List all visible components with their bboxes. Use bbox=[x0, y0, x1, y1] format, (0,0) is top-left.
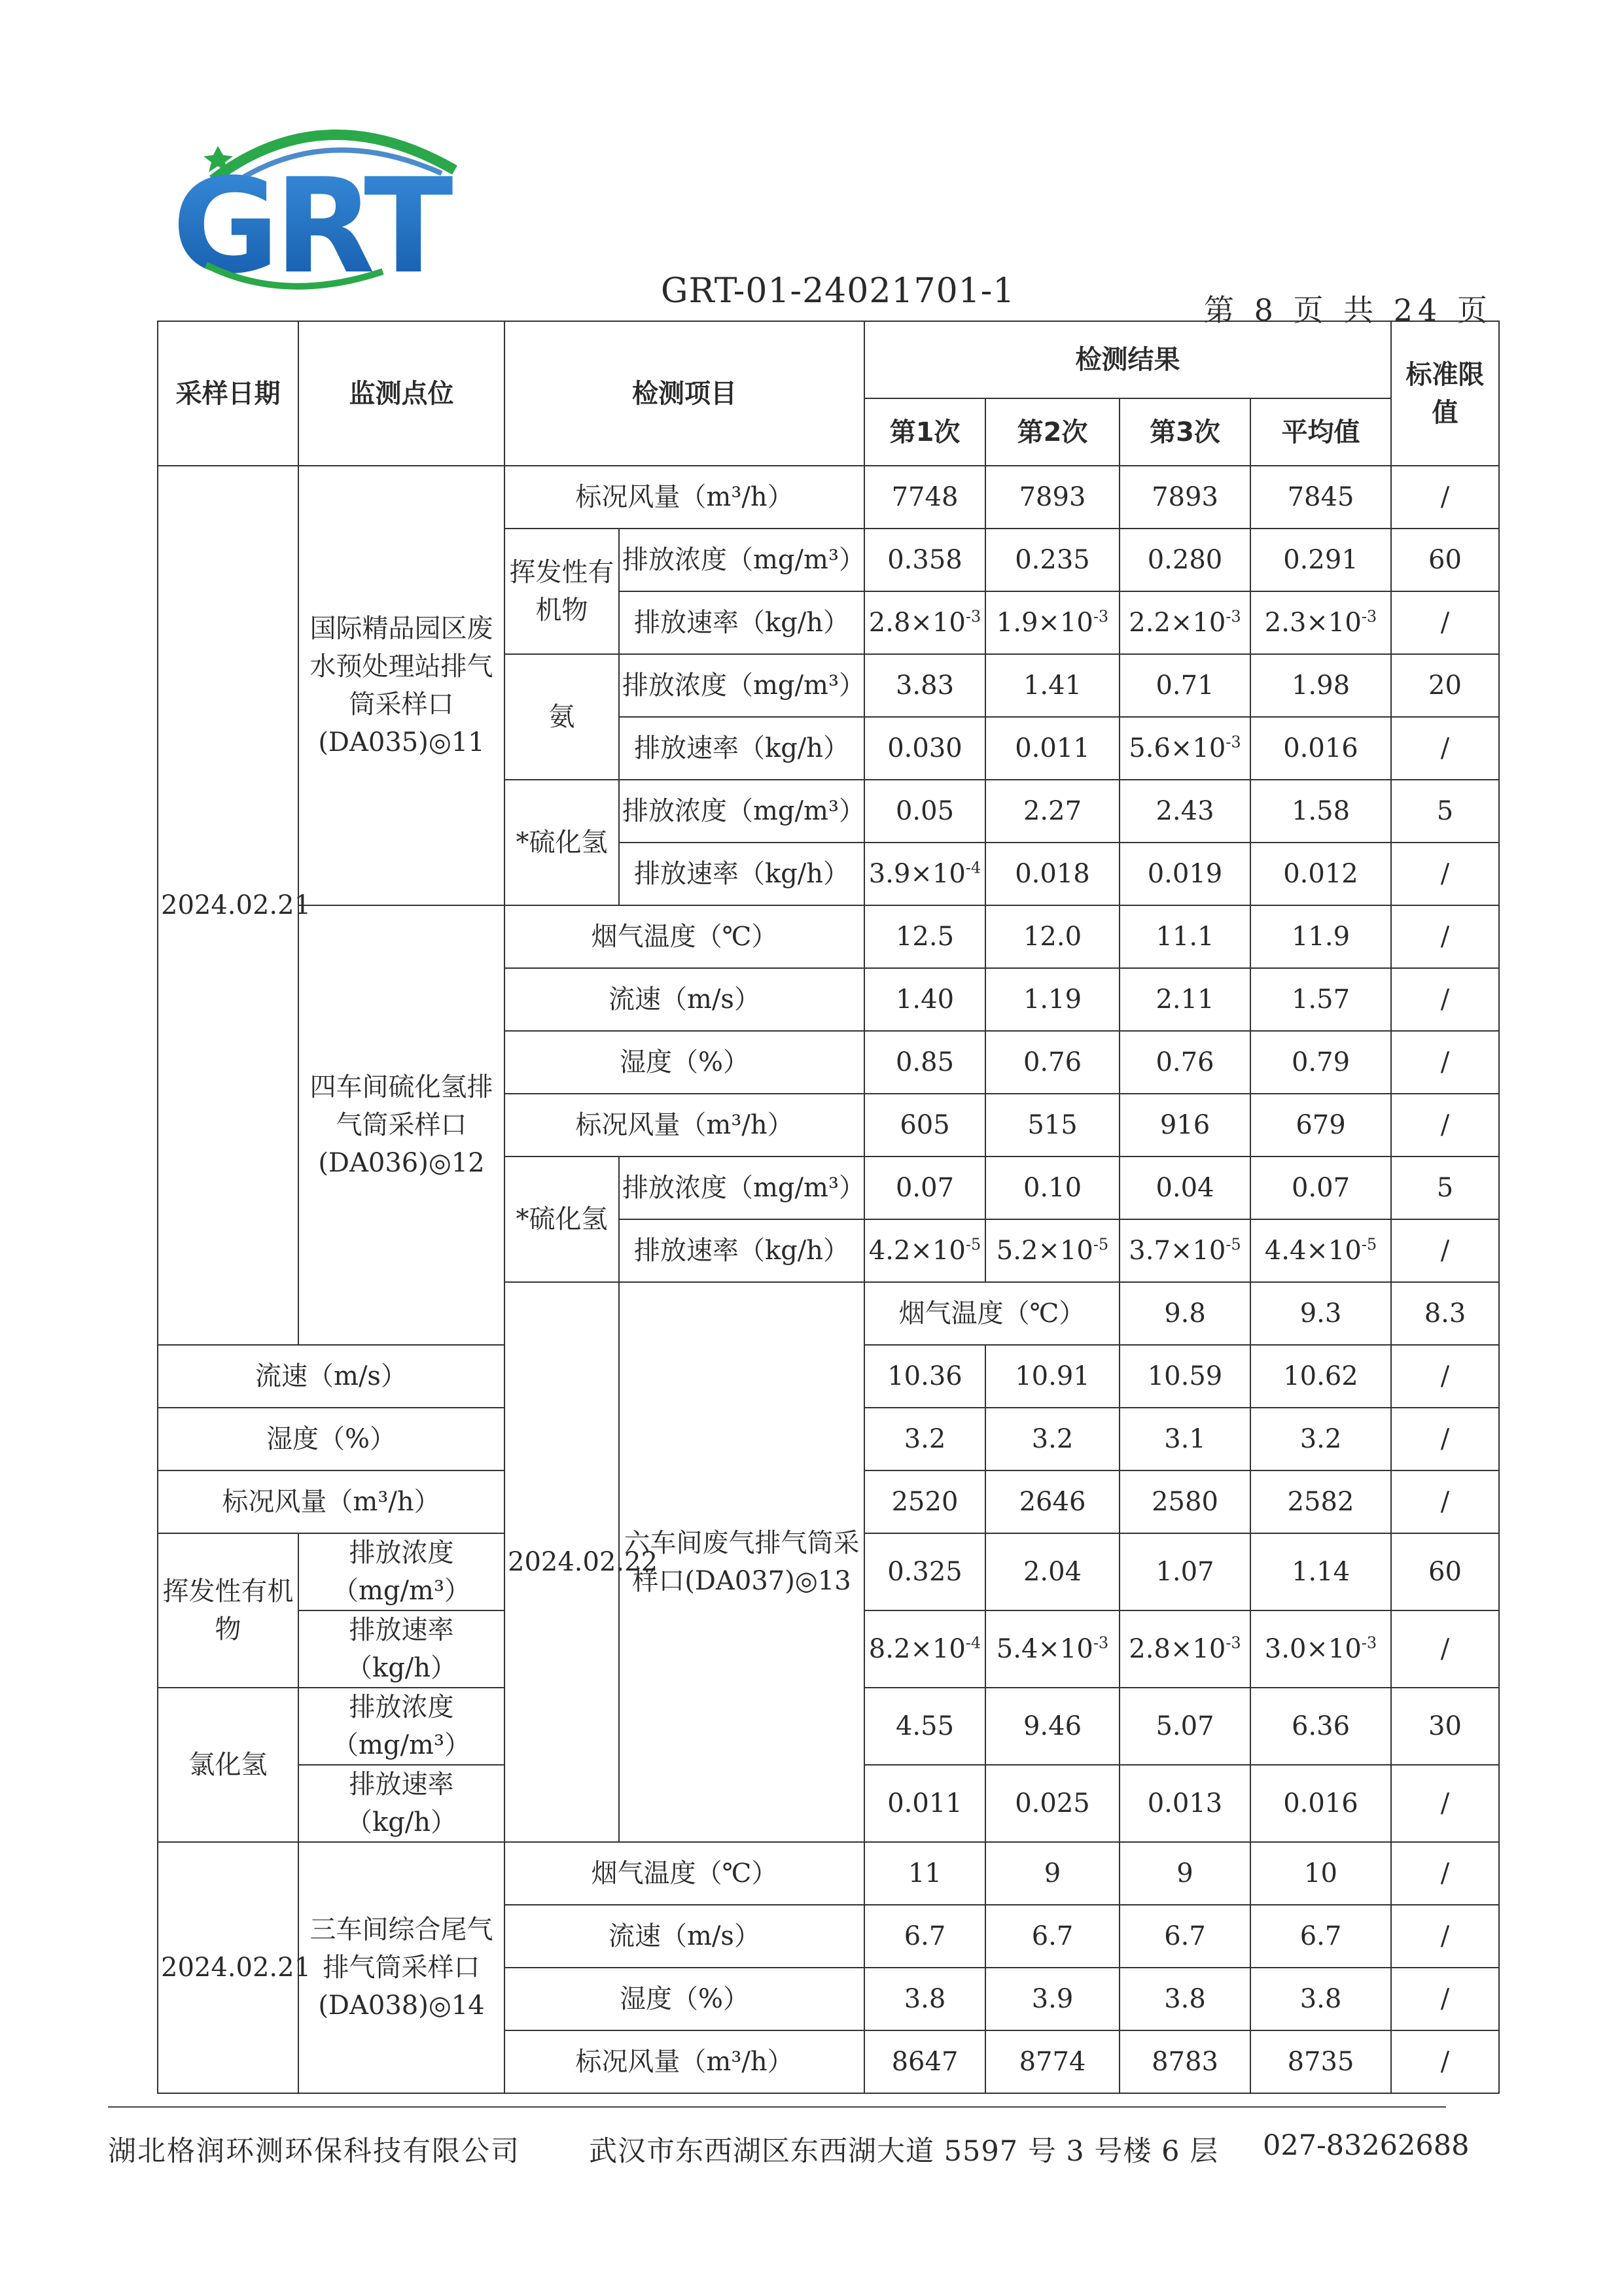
value-cell: 1.57 bbox=[1250, 968, 1391, 1031]
value-cell: 2.04 bbox=[985, 1533, 1120, 1610]
value-cell: 0.025 bbox=[985, 1765, 1120, 1842]
item-label: 排放速率（kg/h） bbox=[298, 1765, 504, 1842]
limit-cell: / bbox=[1391, 1470, 1499, 1533]
limit-cell: 30 bbox=[1391, 1688, 1499, 1765]
grt-logo bbox=[167, 108, 494, 303]
value-cell: 8.3 bbox=[1391, 1282, 1499, 1345]
table-row bbox=[158, 466, 1499, 529]
item-label: 标况风量（m³/h） bbox=[504, 1094, 864, 1157]
value-cell: 2646 bbox=[985, 1470, 1120, 1533]
item-label: 流速（m/s） bbox=[504, 968, 864, 1031]
col-header-limit: 标准限值 bbox=[1391, 321, 1499, 466]
limit-cell: / bbox=[1391, 1094, 1499, 1157]
value-cell: 9 bbox=[1120, 1842, 1250, 1905]
item-label: 流速（m/s） bbox=[158, 1345, 504, 1408]
value-cell: 2.43 bbox=[1120, 780, 1250, 843]
item-label: 湿度（%） bbox=[158, 1408, 504, 1470]
value-cell: 8774 bbox=[985, 2030, 1120, 2093]
col-header-run2: 第2次 bbox=[985, 398, 1120, 466]
limit-cell: / bbox=[1391, 1842, 1499, 1905]
limit-cell: / bbox=[1391, 466, 1499, 529]
value-cell: $3.7\times 10^{-5}$ bbox=[1120, 1219, 1250, 1282]
limit-cell: / bbox=[1391, 1765, 1499, 1842]
limit-cell: / bbox=[1391, 1905, 1499, 1968]
col-header-avg: 平均值 bbox=[1250, 398, 1391, 466]
value-cell: 6.7 bbox=[985, 1905, 1120, 1968]
value-cell: $4.2\times 10^{-5}$ bbox=[864, 1219, 985, 1282]
limit-cell: / bbox=[1391, 968, 1499, 1031]
value-cell: 0.013 bbox=[1120, 1765, 1250, 1842]
value-cell: 2.27 bbox=[985, 780, 1120, 843]
item-label: 排放浓度（mg/m³） bbox=[619, 780, 864, 843]
item-label: 排放速率（kg/h） bbox=[619, 591, 864, 654]
item-label: 湿度（%） bbox=[504, 1031, 864, 1094]
limit-cell: 5 bbox=[1391, 780, 1499, 843]
pollutant-label: 挥发性有机物 bbox=[158, 1533, 298, 1688]
limit-cell: / bbox=[1391, 1408, 1499, 1470]
item-label: 排放速率（kg/h） bbox=[619, 717, 864, 780]
value-cell: 0.325 bbox=[864, 1533, 985, 1610]
pollutant-label: 挥发性有机物 bbox=[504, 529, 619, 654]
col-header-run1: 第1次 bbox=[864, 398, 985, 466]
value-cell: 0.358 bbox=[864, 529, 985, 591]
value-cell: 1.14 bbox=[1250, 1533, 1391, 1610]
value-cell: $2.2\times 10^{-3}$ bbox=[1120, 591, 1250, 654]
results-table bbox=[157, 321, 1500, 2094]
value-cell: 0.79 bbox=[1250, 1031, 1391, 1094]
value-cell: 9 bbox=[985, 1842, 1120, 1905]
col-header-item: 检测项目 bbox=[504, 321, 864, 466]
value-cell: $2.8\times 10^{-3}$ bbox=[1120, 1610, 1250, 1688]
limit-cell: / bbox=[1391, 1031, 1499, 1094]
item-label: 排放浓度（mg/m³） bbox=[619, 654, 864, 717]
value-cell: $5.2\times 10^{-5}$ bbox=[985, 1219, 1120, 1282]
value-cell: 10 bbox=[1250, 1842, 1391, 1905]
value-cell: 0.05 bbox=[864, 780, 985, 843]
limit-cell: / bbox=[1391, 1345, 1499, 1408]
value-cell: 3.2 bbox=[985, 1408, 1120, 1470]
limit-cell: 60 bbox=[1391, 529, 1499, 591]
limit-cell: / bbox=[1391, 591, 1499, 654]
value-cell: 3.9 bbox=[985, 1968, 1120, 2030]
item-label: 烟气温度（℃） bbox=[504, 1842, 864, 1905]
monitoring-point: 三车间综合尾气排气筒采样口(DA038)◎14 bbox=[298, 1842, 504, 2093]
value-cell: 12.5 bbox=[864, 905, 985, 968]
value-cell: 11.9 bbox=[1250, 905, 1391, 968]
item-label: 烟气温度（℃） bbox=[864, 1282, 1120, 1345]
limit-cell: / bbox=[1391, 1219, 1499, 1282]
item-label: 标况风量（m³/h） bbox=[504, 466, 864, 529]
value-cell: 1.40 bbox=[864, 968, 985, 1031]
value-cell: 0.85 bbox=[864, 1031, 985, 1094]
value-cell: 3.2 bbox=[1250, 1408, 1391, 1470]
value-cell: 7845 bbox=[1250, 466, 1391, 529]
value-cell: 916 bbox=[1120, 1094, 1250, 1157]
value-cell: 0.011 bbox=[864, 1765, 985, 1842]
limit-cell: / bbox=[1391, 717, 1499, 780]
value-cell: 12.0 bbox=[985, 905, 1120, 968]
value-cell: $5.4\times 10^{-3}$ bbox=[985, 1610, 1120, 1688]
item-label: 排放速率（kg/h） bbox=[619, 1219, 864, 1282]
value-cell: 8647 bbox=[864, 2030, 985, 2093]
value-cell: 2520 bbox=[864, 1470, 985, 1533]
monitoring-point: 四车间硫化氢排气筒采样口(DA036)◎12 bbox=[298, 905, 504, 1345]
value-cell: 11 bbox=[864, 1842, 985, 1905]
item-label: 排放浓度（mg/m³） bbox=[298, 1688, 504, 1765]
value-cell: 9.46 bbox=[985, 1688, 1120, 1765]
value-cell: 0.76 bbox=[1120, 1031, 1250, 1094]
table-row bbox=[158, 905, 1499, 968]
value-cell: $8.2\times 10^{-4}$ bbox=[864, 1610, 985, 1688]
value-cell: 5.07 bbox=[1120, 1688, 1250, 1765]
pollutant-label: *硫化氢 bbox=[504, 780, 619, 905]
value-cell: 679 bbox=[1250, 1094, 1391, 1157]
item-label: 排放浓度（mg/m³） bbox=[298, 1533, 504, 1610]
value-cell: $5.6\times 10^{-3}$ bbox=[1120, 717, 1250, 780]
value-cell: 0.280 bbox=[1120, 529, 1250, 591]
value-cell: 3.2 bbox=[864, 1408, 985, 1470]
item-label: 排放浓度（mg/m³） bbox=[619, 1157, 864, 1219]
value-cell: 0.07 bbox=[1250, 1157, 1391, 1219]
value-cell: 7893 bbox=[1120, 466, 1250, 529]
sampling-date: 2024.02.21 bbox=[158, 466, 298, 1345]
value-cell: 0.04 bbox=[1120, 1157, 1250, 1219]
item-label: 标况风量（m³/h） bbox=[504, 2030, 864, 2093]
value-cell: 9.3 bbox=[1250, 1282, 1391, 1345]
value-cell: 11.1 bbox=[1120, 905, 1250, 968]
col-header-results: 检测结果 bbox=[864, 321, 1391, 398]
value-cell: 1.41 bbox=[985, 654, 1120, 717]
value-cell: 1.07 bbox=[1120, 1533, 1250, 1610]
sampling-date: 2024.02.22 bbox=[504, 1282, 619, 1842]
value-cell: $2.3\times 10^{-3}$ bbox=[1250, 591, 1391, 654]
col-header-run3: 第3次 bbox=[1120, 398, 1250, 466]
value-cell: 2.11 bbox=[1120, 968, 1250, 1031]
item-label: 排放浓度（mg/m³） bbox=[619, 529, 864, 591]
value-cell: 3.83 bbox=[864, 654, 985, 717]
value-cell: 6.7 bbox=[864, 1905, 985, 1968]
table-row bbox=[158, 1842, 1499, 1905]
value-cell: 6.36 bbox=[1250, 1688, 1391, 1765]
value-cell: 0.012 bbox=[1250, 843, 1391, 905]
sampling-date: 2024.02.21 bbox=[158, 1842, 298, 2093]
value-cell: 7748 bbox=[864, 466, 985, 529]
header-row-1 bbox=[158, 321, 1499, 398]
value-cell: 9.8 bbox=[1120, 1282, 1250, 1345]
results-table-container bbox=[157, 321, 1500, 2094]
value-cell: 1.19 bbox=[985, 968, 1120, 1031]
value-cell: 0.76 bbox=[985, 1031, 1120, 1094]
value-cell: $2.8\times 10^{-3}$ bbox=[864, 591, 985, 654]
value-cell: 2580 bbox=[1120, 1470, 1250, 1533]
value-cell: 8735 bbox=[1250, 2030, 1391, 2093]
value-cell: 0.291 bbox=[1250, 529, 1391, 591]
value-cell: 605 bbox=[864, 1094, 985, 1157]
value-cell: 3.8 bbox=[1120, 1968, 1250, 2030]
value-cell: 1.58 bbox=[1250, 780, 1391, 843]
monitoring-point: 国际精品园区废水预处理站排气筒采样口(DA035)◎11 bbox=[298, 466, 504, 905]
value-cell: 0.011 bbox=[985, 717, 1120, 780]
pollutant-label: 氯化氢 bbox=[158, 1688, 298, 1842]
col-header-date: 采样日期 bbox=[158, 321, 298, 466]
limit-cell: / bbox=[1391, 1610, 1499, 1688]
footer-divider bbox=[108, 2106, 1446, 2108]
value-cell: 0.016 bbox=[1250, 717, 1391, 780]
footer-company: 湖北格润环测环保科技有限公司 bbox=[108, 2135, 520, 2168]
value-cell: 10.62 bbox=[1250, 1345, 1391, 1408]
value-cell: 0.10 bbox=[985, 1157, 1120, 1219]
pollutant-label: *硫化氢 bbox=[504, 1157, 619, 1282]
item-label: 排放速率（kg/h） bbox=[619, 843, 864, 905]
limit-cell: / bbox=[1391, 2030, 1499, 2093]
value-cell: $3.9\times 10^{-4}$ bbox=[864, 843, 985, 905]
item-label: 标况风量（m³/h） bbox=[158, 1470, 504, 1533]
pollutant-label: 氨 bbox=[504, 654, 619, 780]
value-cell: 4.55 bbox=[864, 1688, 985, 1765]
value-cell: 7893 bbox=[985, 466, 1120, 529]
footer-address: 武汉市东西湖区东西湖大道 5597 号 3 号楼 6 层 bbox=[589, 2135, 1219, 2168]
value-cell: 6.7 bbox=[1120, 1905, 1250, 1968]
footer-phone: 027-83262688 bbox=[1263, 2129, 1470, 2162]
value-cell: 0.019 bbox=[1120, 843, 1250, 905]
svg-text:GRT: GRT bbox=[172, 150, 448, 303]
value-cell: 1.98 bbox=[1250, 654, 1391, 717]
limit-cell: 5 bbox=[1391, 1157, 1499, 1219]
item-label: 排放速率（kg/h） bbox=[298, 1610, 504, 1688]
limit-cell: / bbox=[1391, 1968, 1499, 2030]
item-label: 湿度（%） bbox=[504, 1968, 864, 2030]
value-cell: 0.018 bbox=[985, 843, 1120, 905]
value-cell: $4.4\times 10^{-5}$ bbox=[1250, 1219, 1391, 1282]
value-cell: $1.9\times 10^{-3}$ bbox=[985, 591, 1120, 654]
limit-cell: 60 bbox=[1391, 1533, 1499, 1610]
value-cell: 10.59 bbox=[1120, 1345, 1250, 1408]
value-cell: 0.016 bbox=[1250, 1765, 1391, 1842]
value-cell: $3.0\times 10^{-3}$ bbox=[1250, 1610, 1391, 1688]
value-cell: 0.71 bbox=[1120, 654, 1250, 717]
value-cell: 3.1 bbox=[1120, 1408, 1250, 1470]
item-label: 流速（m/s） bbox=[504, 1905, 864, 1968]
value-cell: 0.235 bbox=[985, 529, 1120, 591]
limit-cell: / bbox=[1391, 905, 1499, 968]
monitoring-point: 六车间废气排气筒采样口(DA037)◎13 bbox=[619, 1282, 864, 1842]
col-header-point: 监测点位 bbox=[298, 321, 504, 466]
value-cell: 0.07 bbox=[864, 1157, 985, 1219]
value-cell: 8783 bbox=[1120, 2030, 1250, 2093]
limit-cell: / bbox=[1391, 843, 1499, 905]
value-cell: 3.8 bbox=[864, 1968, 985, 2030]
value-cell: 515 bbox=[985, 1094, 1120, 1157]
report-number: GRT-01-24021701-1 bbox=[661, 271, 1015, 311]
limit-cell: 20 bbox=[1391, 654, 1499, 717]
value-cell: 0.030 bbox=[864, 717, 985, 780]
value-cell: 10.91 bbox=[985, 1345, 1120, 1408]
item-label: 烟气温度（℃） bbox=[504, 905, 864, 968]
page-indicator: 第 8 页 共 24 页 bbox=[1204, 292, 1492, 328]
value-cell: 10.36 bbox=[864, 1345, 985, 1408]
value-cell: 3.8 bbox=[1250, 1968, 1391, 2030]
value-cell: 6.7 bbox=[1250, 1905, 1391, 1968]
value-cell: 2582 bbox=[1250, 1470, 1391, 1533]
